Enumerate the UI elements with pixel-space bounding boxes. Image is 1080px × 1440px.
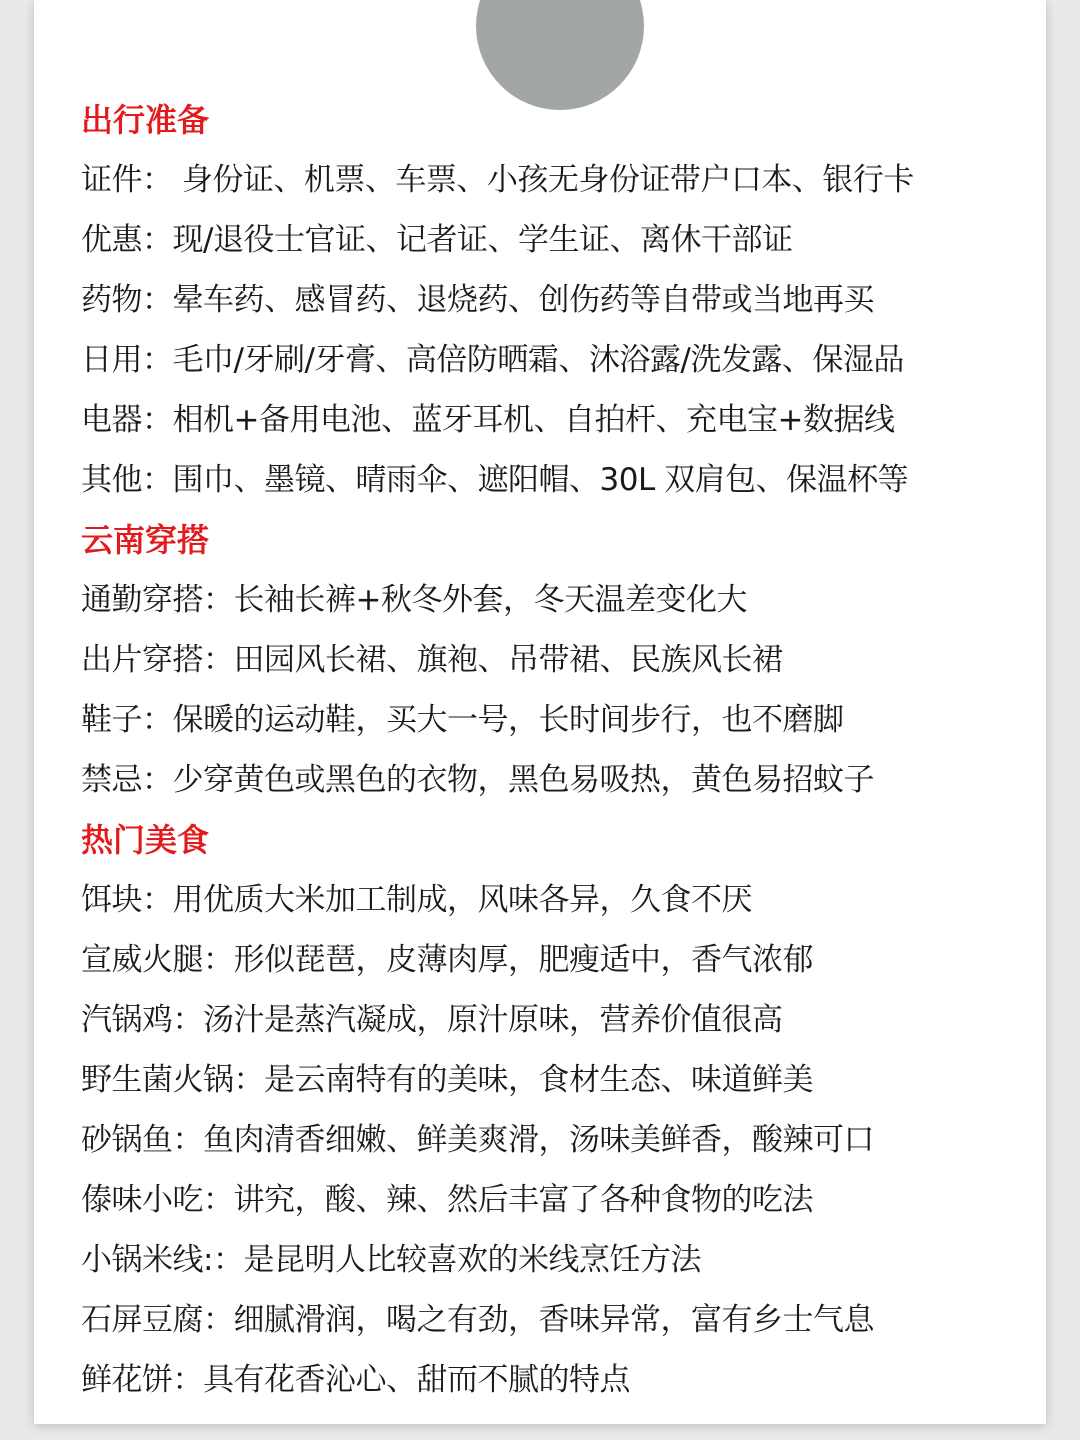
- list-item: 出片穿搭：田园风长裙、旗袍、吊带裙、民族风长裙: [81, 642, 783, 678]
- list-item: 优惠：现/退役士官证、记者证、学生证、离休干部证: [81, 222, 793, 258]
- content: [81, 90, 1026, 1410]
- list-item: 禁忌：少穿黄色或黑色的衣物，黑色易吸热，黄色易招蚊子: [81, 762, 874, 798]
- section-title: 云南穿搭: [81, 521, 210, 559]
- list-item: 石屏豆腐：细腻滑润，喝之有劲，香味异常，富有乡士气息: [81, 1302, 874, 1338]
- list-item: 其他：围巾、墨镜、晴雨伞、遮阳帽、30L 双肩包、保温杯等: [81, 462, 909, 498]
- list-item: 鲜花饼：具有花香沁心、甜而不腻的特点: [81, 1362, 630, 1398]
- list-item: 傣味小吃：讲究，酸、辣、然后丰富了各种食物的吃法: [81, 1182, 813, 1218]
- paper-sheet: [34, 0, 1046, 1424]
- list-item: 药物：晕车药、感冒药、退烧药、创伤药等自带或当地再买: [81, 282, 874, 318]
- list-item: 宣威火腿：形似琵琶，皮薄肉厚，肥瘦适中，香气浓郁: [81, 942, 813, 978]
- list-item: 日用：毛巾/牙刷/牙膏、高倍防晒霜、沐浴露/洗发露、保湿品: [81, 342, 904, 378]
- section-popular-food: [81, 810, 1026, 1410]
- section-title: 出行准备: [81, 101, 210, 139]
- list-item: 饵块：用优质大米加工制成，风味各异，久食不厌: [81, 882, 752, 918]
- list-item: 汽锅鸡：汤汁是蒸汽凝成，原汁原味，营养价值很高: [81, 1002, 783, 1038]
- list-item: 野生菌火锅：是云南特有的美味，食材生态、味道鲜美: [81, 1062, 813, 1098]
- list-item: 电器：相机+备用电池、蓝牙耳机、自拍杆、充电宝+数据线: [81, 402, 895, 438]
- list-item: 通勤穿搭：长袖长裤+秋冬外套，冬天温差变化大: [81, 582, 747, 618]
- section-travel-prep: [81, 90, 1026, 510]
- list-item: 证件： 身份证、机票、车票、小孩无身份证带户口本、银行卡: [81, 162, 914, 198]
- list-item: 鞋子：保暖的运动鞋，买大一号，长时间步行，也不磨脚: [81, 702, 844, 738]
- list-item: 砂锅鱼：鱼肉清香细嫩、鲜美爽滑，汤味美鲜香，酸辣可口: [81, 1122, 874, 1158]
- section-yunnan-outfits: [81, 510, 1026, 810]
- section-title: 热门美食: [81, 821, 210, 859]
- list-item: 小锅米线:：是昆明人比较喜欢的米线烹饪方法: [81, 1242, 701, 1278]
